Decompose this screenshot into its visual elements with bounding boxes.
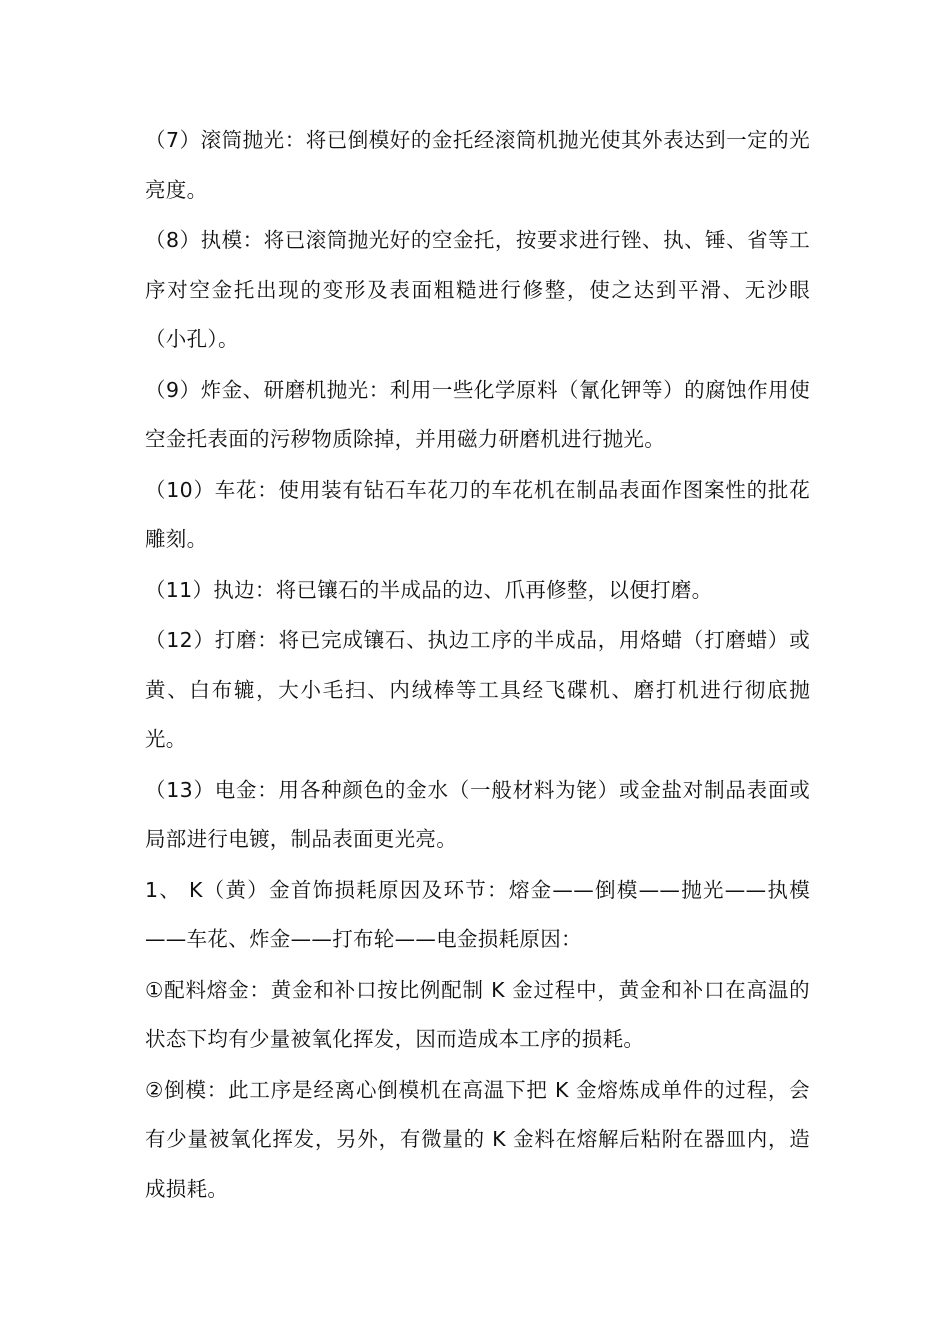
paragraph-loss-2: ②倒模：此工序是经离心倒模机在高温下把 K 金熔炼成单件的过程，会有少量被氧化挥发，另外，有微量的 K 金料在熔解后粘附在器皿内，造成损耗。: [145, 1077, 810, 1201]
paragraph-step-9: （9）炸金、研磨机抛光：利用一些化学原料（氰化钾等）的腐蚀作用使空金托表面的污秽物质除掉，并用磁力研磨机进行抛光。: [145, 377, 810, 451]
paragraph-step-12: （12）打磨：将已完成镶石、执边工序的半成品，用烙蜡（打磨蜡）或黄、白布辘，大小毛扫、内绒棒等工具经飞碟机、磨打机进行彻底抛光。: [145, 628, 810, 751]
document-page: [145, 116, 810, 1214]
paragraph-step-7: （7）滚筒抛光：将已倒模好的金托经滚筒机抛光使其外表达到一定的光亮度。: [145, 128, 810, 202]
paragraph-step-13: （13）电金：用各种颜色的金水（一般材料为铑）或金盐对制品表面或局部进行电镀，制品表面更光亮。: [145, 777, 810, 851]
paragraph-step-8: （8）执模：将已滚筒抛光好的空金托，按要求进行锉、执、锤、省等工序对空金托出现的变形及表面粗糙进行修整，使之达到平滑、无沙眼（小孔）。: [145, 228, 810, 351]
paragraph-loss-1: ①配料熔金：黄金和补口按比例配制 K 金过程中，黄金和补口在高温的状态下均有少量被氧化挥发，因而造成本工序的损耗。: [145, 977, 810, 1051]
paragraph-step-11: （11）执边：将已镶石的半成品的边、爪再修整，以便打磨。: [145, 577, 713, 602]
paragraph-loss-heading: 1、 K（黄）金首饰损耗原因及环节：熔金——倒模——抛光——执模——车花、炸金——打布轮——电金损耗原因：: [145, 877, 810, 951]
paragraph-step-10: （10）车花：使用装有钻石车花刀的车花机在制品表面作图案性的批花雕刻。: [145, 477, 810, 551]
